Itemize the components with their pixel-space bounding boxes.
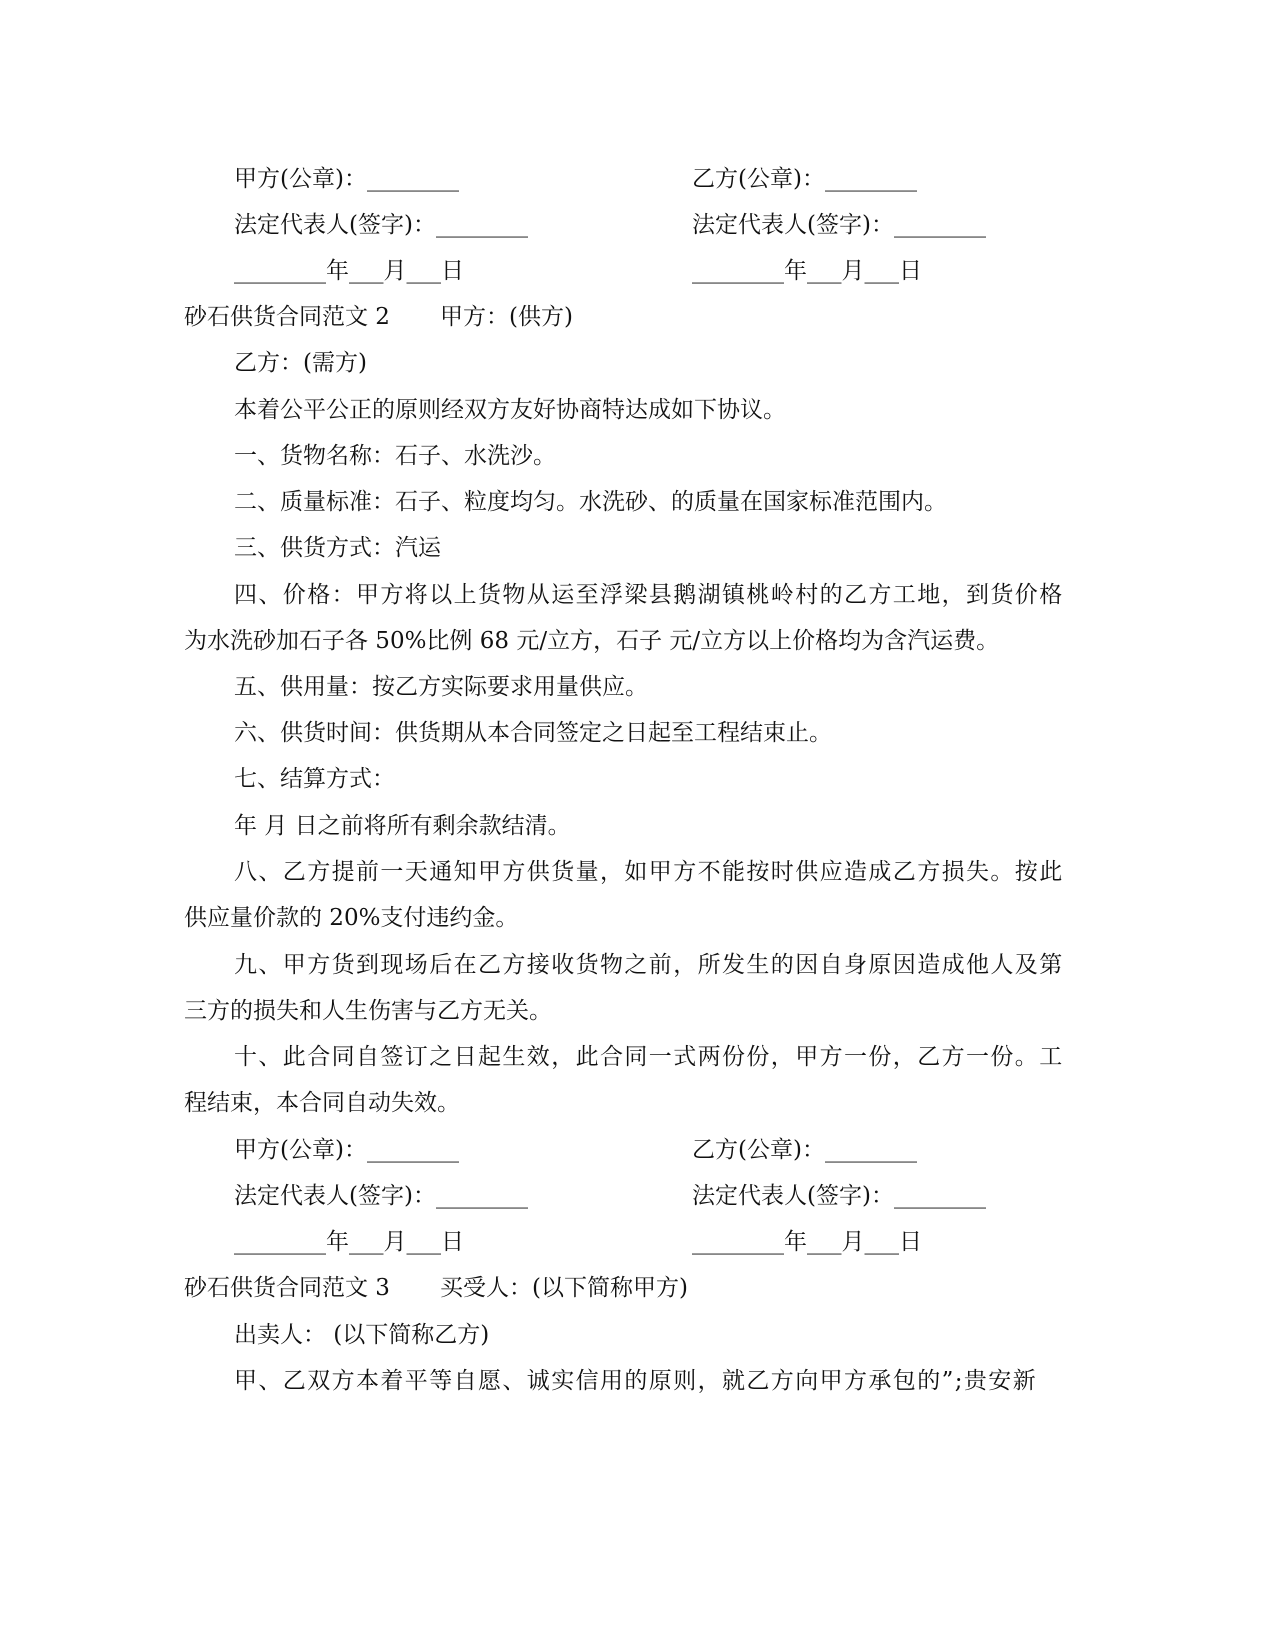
section3-title: 砂石供货合同范文 3: [184, 1275, 390, 1301]
clause-9-line-1: 九、甲方货到现场后在乙方接收货物之前，所发生的因自身原因造成他人及第: [234, 952, 1064, 978]
party-a-seal-line-2: 甲方(公章)：________: [234, 1137, 459, 1163]
section3-buyer: 买受人：(以下简称甲方): [440, 1275, 688, 1301]
clause-7-detail: 年 月 日之前将所有剩余款结清。: [234, 813, 571, 839]
clause-8-line-2: 供应量价款的 20%支付违约金。: [184, 905, 519, 931]
clause-10-line-1: 十、此合同自签订之日起生效，此合同一式两份份，甲方一份，乙方一份。工: [234, 1044, 1064, 1070]
section2-supplier: 甲方：(供方): [440, 304, 573, 330]
clause-10-line-2: 程结束，本合同自动失效。: [184, 1090, 460, 1116]
clause-2: 二、质量标准：石子、粒度均匀。水洗砂、的质量在国家标准范围内。: [234, 489, 947, 515]
party-a-rep-line: 法定代表人(签字)：________: [234, 212, 528, 238]
section2-title: 砂石供货合同范文 2: [184, 304, 390, 330]
clause-6: 六、供货时间：供货期从本合同签定之日起至工程结束止。: [234, 720, 832, 746]
section3-seller: 出卖人： (以下简称乙方): [234, 1322, 490, 1348]
clause-4-line-2: 为水洗砂加石子各 50%比例 68 元/立方，石子 元/立方以上价格均为含汽运费。: [184, 628, 1000, 654]
party-a-date-line: ________年___月___日: [234, 258, 464, 284]
section2-buyer: 乙方：(需方): [234, 350, 367, 376]
clause-3: 三、供货方式：汽运: [234, 535, 441, 561]
section2-heading-row: [184, 302, 1084, 332]
party-a-date-line-2: ________年___月___日: [234, 1229, 464, 1255]
clause-5: 五、供用量：按乙方实际要求用量供应。: [234, 674, 648, 700]
party-b-date-line: ________年___月___日: [692, 258, 922, 284]
party-a-rep-line-2: 法定代表人(签字)：________: [234, 1183, 528, 1209]
party-b-rep-line: 法定代表人(签字)：________: [692, 212, 986, 238]
party-b-date-line-2: ________年___月___日: [692, 1229, 922, 1255]
party-b-seal-line-2: 乙方(公章)：________: [692, 1137, 917, 1163]
section3-intro: 甲、乙双方本着平等自愿、诚实信用的原则，就乙方向甲方承包的”;贵安新: [234, 1368, 1038, 1394]
clause-4-line-1: 四、价格：甲方将以上货物从运至浮梁县鹅湖镇桃岭村的乙方工地，到货价格: [234, 582, 1064, 608]
section3-heading-row: [184, 1273, 1084, 1303]
clause-1: 一、货物名称：石子、水洗沙。: [234, 443, 556, 469]
section2-intro: 本着公平公正的原则经双方友好协商特达成如下协议。: [234, 397, 786, 423]
clause-8-line-1: 八、乙方提前一天通知甲方供货量，如甲方不能按时供应造成乙方损失。按此: [234, 859, 1064, 885]
clause-7: 七、结算方式：: [234, 766, 395, 792]
party-a-seal-line: 甲方(公章)：________: [234, 166, 459, 192]
party-b-rep-line-2: 法定代表人(签字)：________: [692, 1183, 986, 1209]
party-b-seal-line: 乙方(公章)：________: [692, 166, 917, 192]
clause-9-line-2: 三方的损失和人生伤害与乙方无关。: [184, 998, 552, 1024]
